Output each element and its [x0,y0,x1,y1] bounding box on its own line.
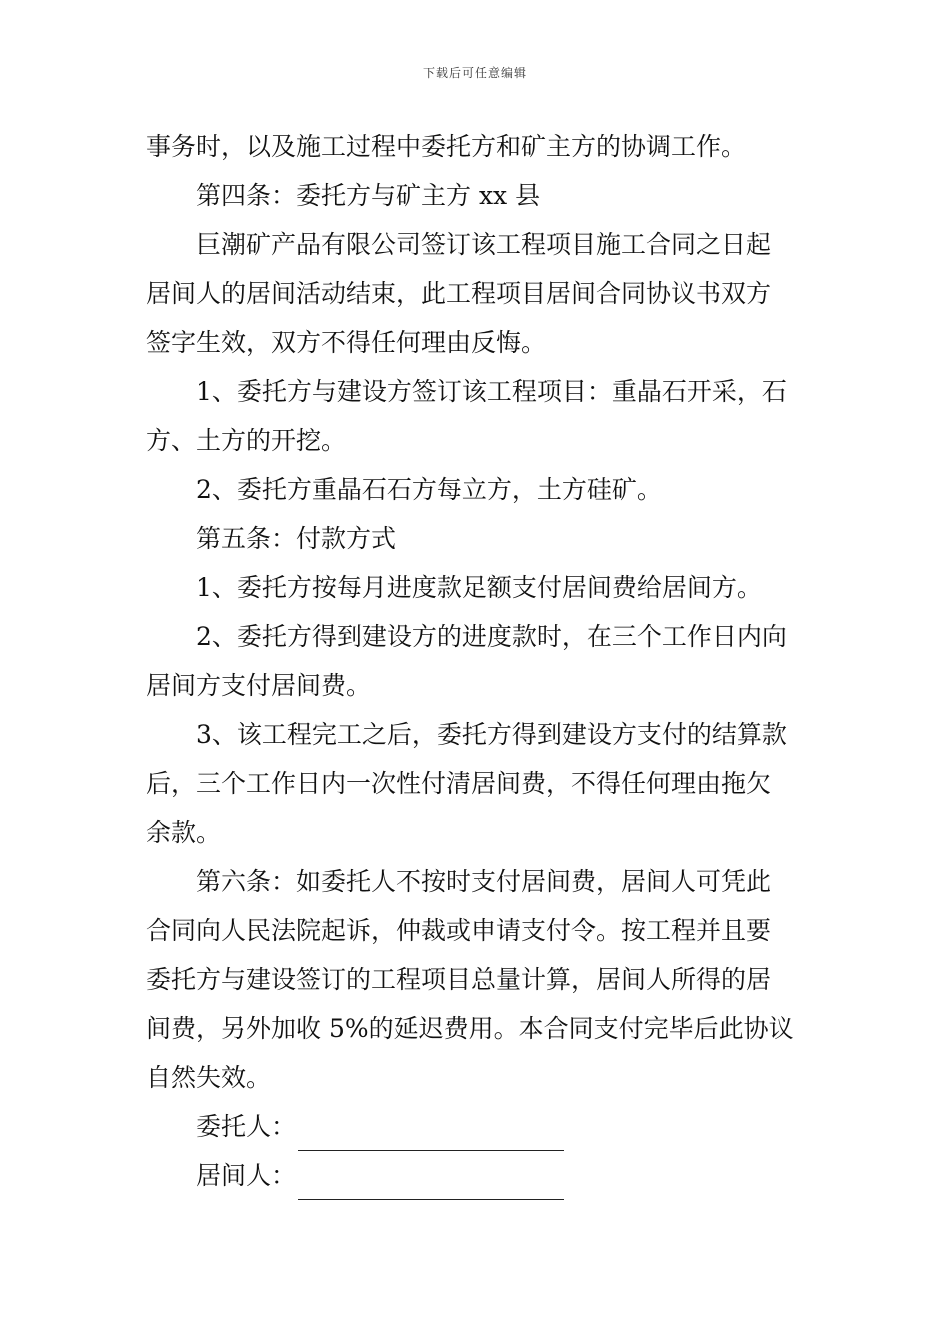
signature-label-client: 委托人： [196,1112,297,1141]
text-line: 2、委托方重晶石石方每立方，土方硅矿。 [196,475,662,504]
text-line: 后，三个工作日内一次性付清居间费，不得任何理由拖欠 [146,769,772,798]
text-line: 合同向人民法院起诉，仲裁或申请支付令。按工程并且要 [146,916,772,945]
text-line: 第四条：委托方与矿主方 xx 县 [196,181,541,210]
text-line: 方、土方的开挖。 [146,426,347,455]
text-line: 签字生效，双方不得任何理由反悔。 [146,328,547,357]
text-line: 居间人的居间活动结束，此工程项目居间合同协议书双方 [146,279,772,308]
text-line: 自然失效。 [146,1063,272,1092]
text-line: 巨潮矿产品有限公司签订该工程项目施工合同之日起 [196,230,772,259]
page-header: 下载后可任意编辑 [422,66,527,80]
text-line: 余款。 [146,818,222,847]
text-line: 1、委托方与建设方签订该工程项目：重晶石开采，石 [196,377,787,406]
section-heading: 第五条：付款方式 [196,524,397,553]
signature-line-broker[interactable] [298,1169,564,1200]
text-line: 3、该工程完工之后，委托方得到建设方支付的结算款 [196,720,787,749]
text-line: 委托方与建设签订的工程项目总量计算，居间人所得的居 [146,965,772,994]
text-line: 事务时，以及施工过程中委托方和矿主方的协调工作。 [146,132,747,161]
text-line: 居间方支付居间费。 [146,671,372,700]
document-body [146,122,806,1200]
text-line: 2、委托方得到建设方的进度款时，在三个工作日内向 [196,622,787,651]
signature-row-broker [146,1151,806,1200]
signature-row-client [146,1102,806,1151]
signature-line-client[interactable] [298,1120,564,1151]
text-line: 第六条：如委托人不按时支付居间费，居间人可凭此 [196,867,772,896]
signature-label-broker: 居间人： [196,1161,297,1190]
text-line: 1、委托方按每月进度款足额支付居间费给居间方。 [196,573,762,602]
text-line: 间费，另外加收 5%的延迟费用。本合同支付完毕后此协议 [146,1014,794,1043]
